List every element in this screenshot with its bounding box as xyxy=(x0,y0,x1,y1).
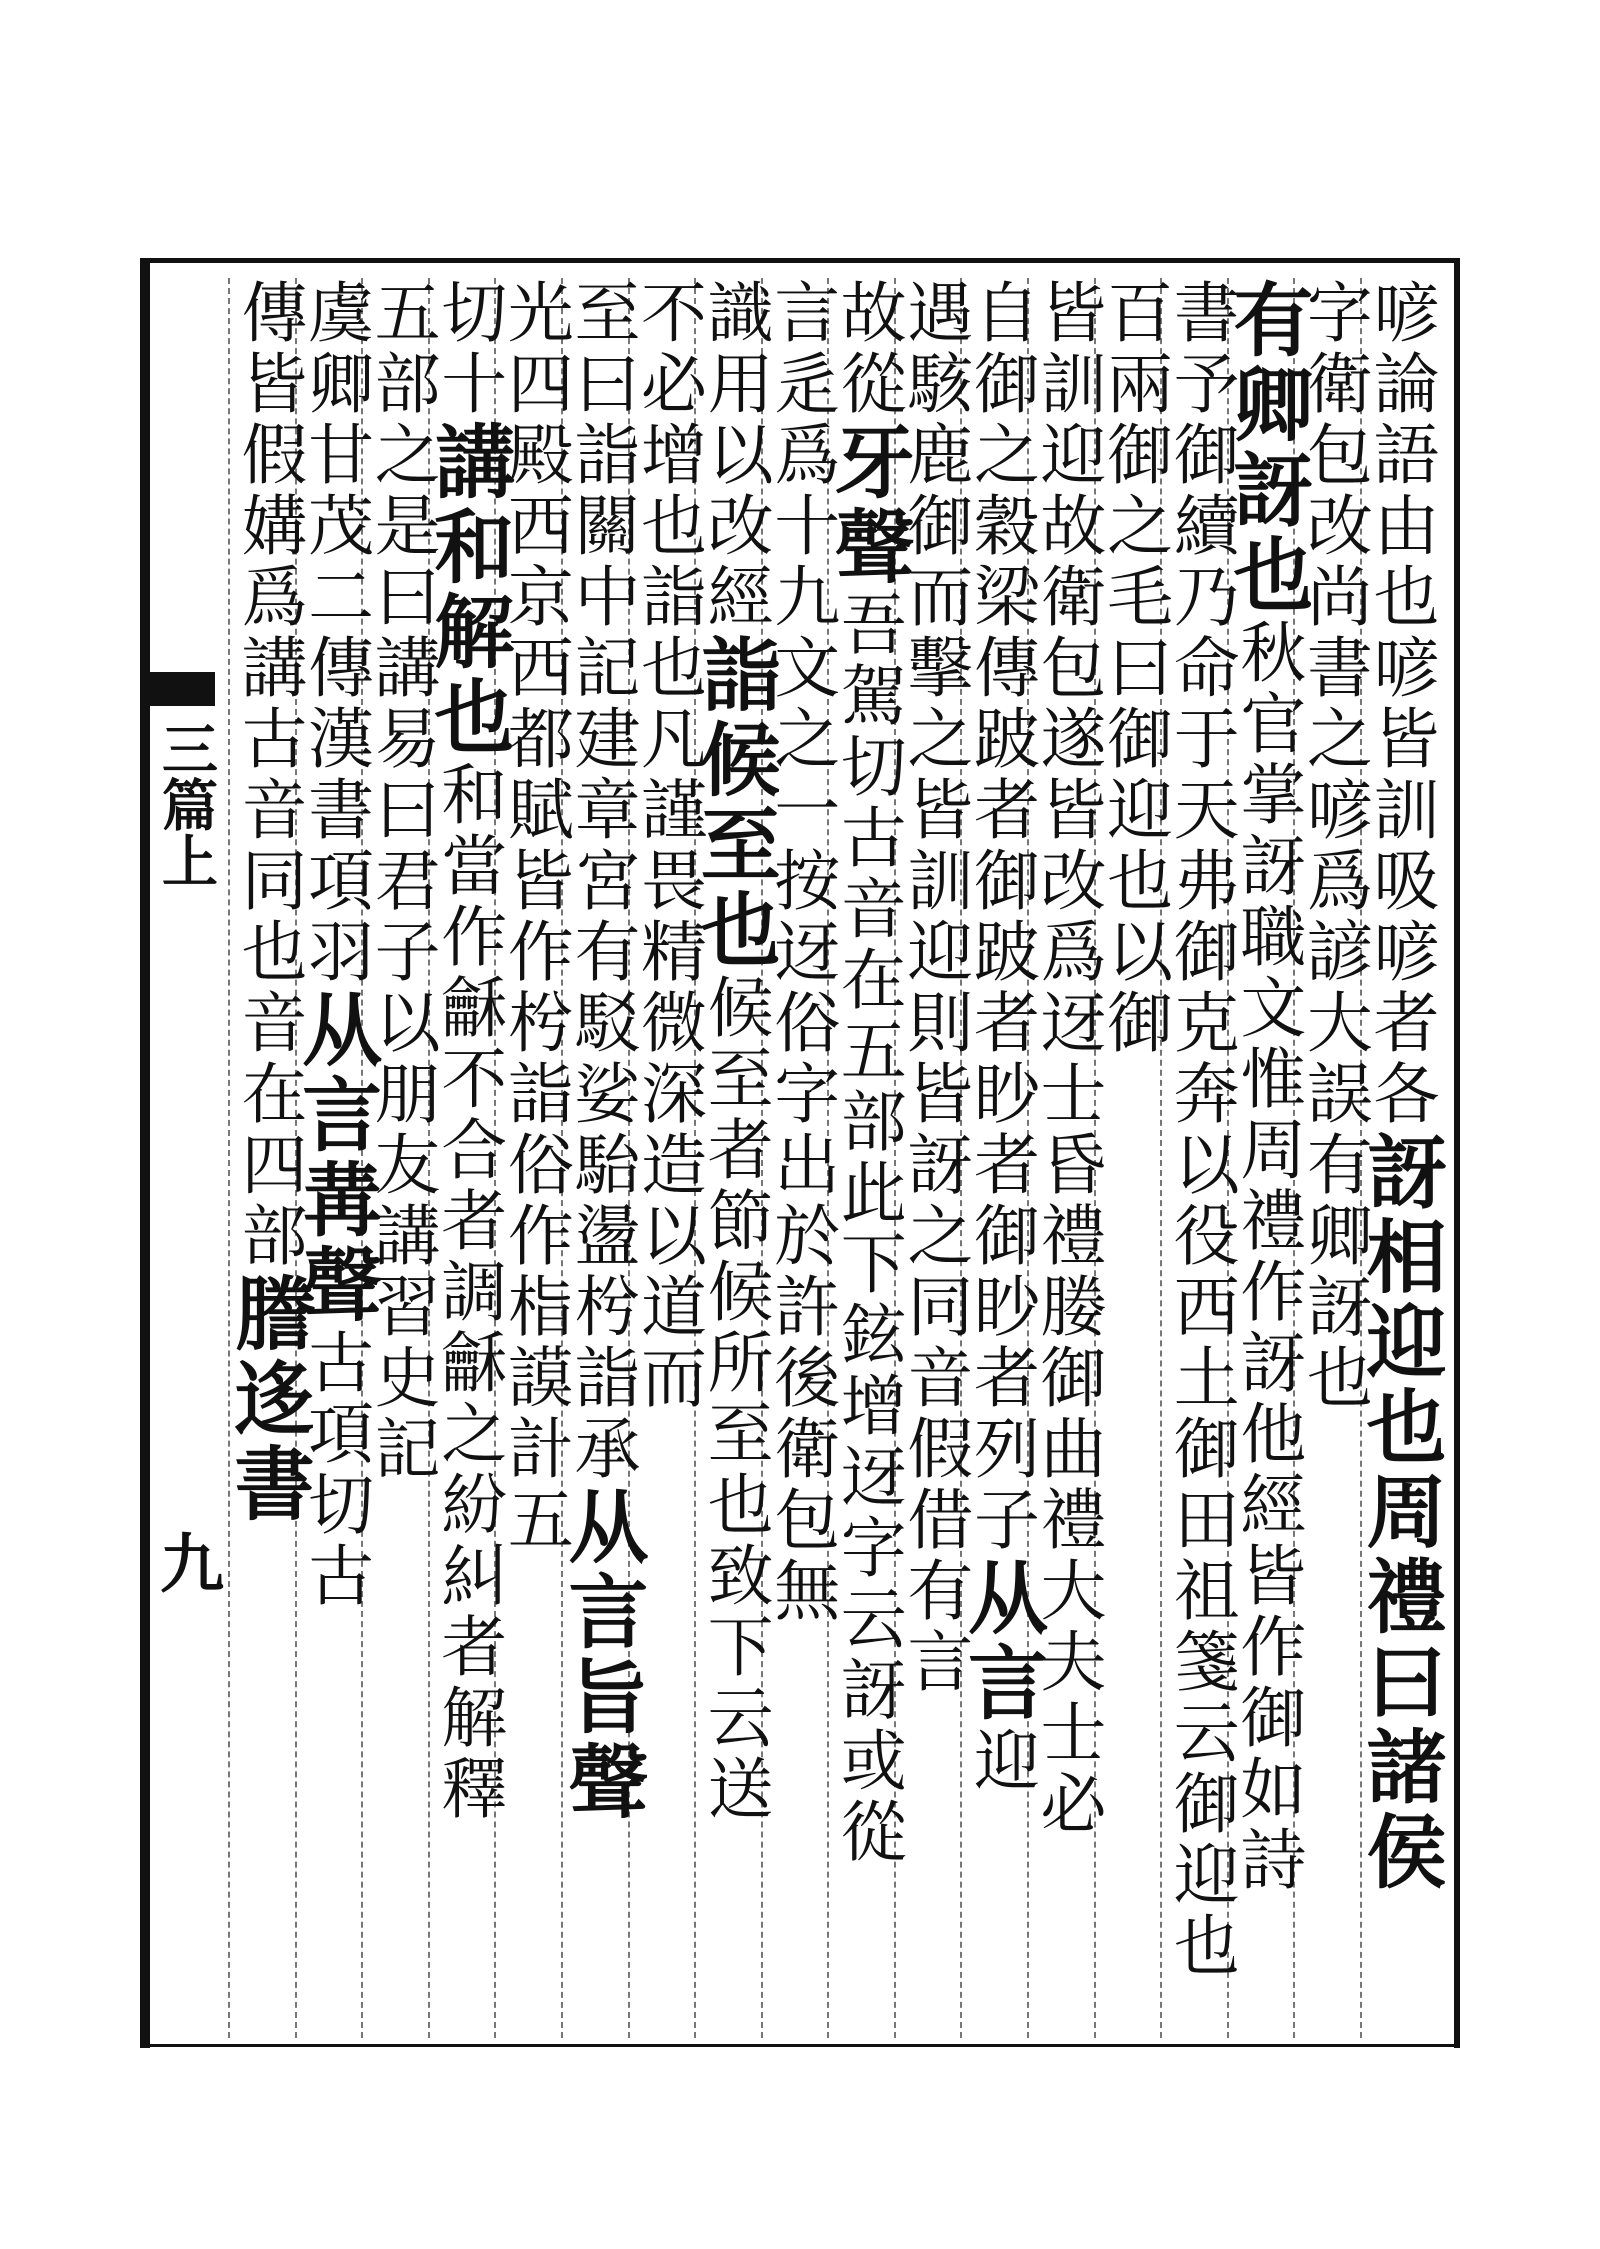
commentary-text: 計五 xyxy=(496,1414,574,1556)
seal-script-headword: 謄 xyxy=(222,1272,315,1357)
commentary-text: 從 xyxy=(829,349,907,420)
margin-page-number: 九 xyxy=(149,1530,224,1594)
headword-gloss: 候至也 xyxy=(687,718,782,973)
page-frame-right-border xyxy=(1454,258,1460,2048)
commentary-text: 不必增也 xyxy=(629,278,707,562)
commentary-text: 識用以改經 xyxy=(696,278,774,633)
seal-script-headword: 牙聲 xyxy=(821,420,915,590)
page-frame-top-border xyxy=(140,258,1460,263)
seal-script-headword: 講 xyxy=(421,420,515,505)
commentary-text: 虞卿甘茂二傳漢書項羽 xyxy=(296,278,374,988)
seal-script-headword: 訝 xyxy=(1354,1130,1447,1215)
commentary-text: 故 xyxy=(829,278,907,349)
commentary-text: 五部 xyxy=(363,278,441,420)
headword-gloss: 和解也 xyxy=(420,505,515,760)
commentary-text: 候至者節候所至也致下云送 xyxy=(696,973,774,1825)
commentary-text: 傳皆假媾爲講古音同也 xyxy=(230,278,307,988)
commentary-text: 言 xyxy=(762,278,840,349)
headword-gloss: 相迎也周禮曰諸侯 xyxy=(1353,1215,1447,1895)
margin-chapter-label: 三篇上 xyxy=(153,720,219,888)
commentary-text: 光四殿西京西都賦皆作枍詣俗作栺謨 xyxy=(496,278,574,1414)
commentary-text: 遇駭鹿御而擊之皆訓迎則皆訝之同音假借有言 xyxy=(895,278,973,1698)
commentary-text: 迎 xyxy=(962,1726,1040,1797)
text-column xyxy=(221,278,315,2038)
commentary-text: 書予御續乃命于天弗御克奔以役西土御田祖箋云御迎也 xyxy=(1162,278,1240,1982)
headword-gloss: 迻書 xyxy=(221,1357,315,1527)
commentary-text: 字衛包改尚書之喭爲諺大誤有卿訝也 xyxy=(1295,278,1373,1414)
page-frame-left-border xyxy=(140,258,150,2048)
seal-script-headword: 詣 xyxy=(688,633,782,718)
seal-script-headword: 从言旨聲 xyxy=(554,1485,648,1825)
commentary-text: 至曰詣關中記建章宮有駁娑駘盪枍詣承 xyxy=(562,278,640,1485)
commentary-text: 辵爲十九文之一按迓俗字出於許後衛包無 xyxy=(762,349,840,1627)
commentary-text: 和當作龢不合者調龢之紛糾者解釋 xyxy=(429,760,507,1825)
commentary-text: 切十 xyxy=(429,278,507,420)
commentary-text: 秋官掌訝職文惟周禮作訝他經皆作御如詩 xyxy=(1228,618,1306,1896)
commentary-text: 之是曰講易曰君子以朋友講習史記 xyxy=(363,420,441,1485)
commentary-text: 百兩御之毛曰御迎也以御 xyxy=(1095,278,1173,1059)
seal-script-headword: 从言冓聲 xyxy=(288,988,382,1328)
commentary-text: 自御之穀梁傳跛者御跛者眇者御眇者列子 xyxy=(962,278,1040,1556)
commentary-text: 皆訓迎故衛包遂皆改爲迓士昏禮媵御曲禮大夫士必 xyxy=(1029,278,1107,1840)
page-frame-bottom-border xyxy=(140,2044,1460,2047)
headword-gloss: 有卿訝也 xyxy=(1219,278,1314,618)
commentary-text: 喭論語由也喭皆訓吸喭者各 xyxy=(1362,278,1439,1130)
seal-script-headword: 从言 xyxy=(954,1556,1048,1726)
commentary-text: 詣也凡謹畏精微深造以道而 xyxy=(629,562,707,1414)
commentary-text: 音在四部 xyxy=(230,988,307,1272)
fish-tail-marker xyxy=(150,672,215,706)
commentary-text: 古項切古 xyxy=(296,1328,374,1612)
commentary-text: 吾駕切古音在五部此下鉉增迓字云訝或從 xyxy=(829,590,907,1868)
